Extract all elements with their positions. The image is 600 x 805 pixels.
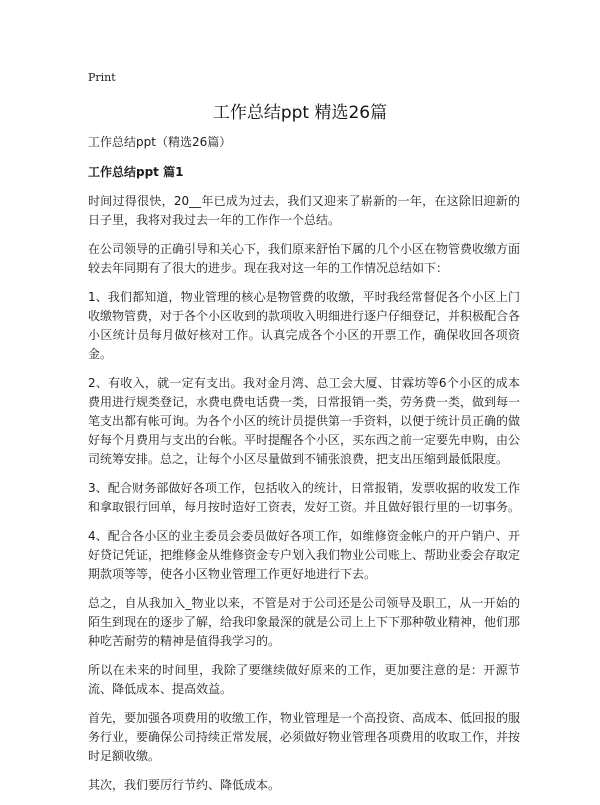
paragraph: 在公司领导的正确引导和关心下，我们原来舒怡下属的几个小区在物管费收缴方面较去年同期有了很大的进步。现在我对这一年的工作情况总结如下： (88, 242, 521, 275)
paragraph: 所以在未来的时间里，我除了要继续做好原来的工作，更加要注意的是：开源节流、降低成本、提高效益。 (88, 663, 520, 696)
print-label: Print (88, 71, 116, 84)
paragraph: 2、有收入，就一定有支出。我对金月湾、总工会大厦、甘霖坊等6个小区的成本费用进行规类登记，水费电费电话费一类，日常报销一类，劳务费一类，做到每一笔支出都有帐可询。为各个小区的统计员提供第一手资料，以便于统计员正确的做好每个月费用与支出的台帐。平时提醒各个小区，买东西之前一定要先申购，由公司统筹安排。总之，让每个小区尽量做到不铺张浪费，把支出压缩到最低限度。 (88, 376, 521, 466)
paragraph: 4、配合各小区的业主委员会委员做好各项工作，如维修资金帐户的开户销户、开好贷记凭证，把维修金从维修资金专户划入我们物业公司账上、帮助业委会存取定期款项等等，使各小区物业管理工作更好地进行下去。 (88, 529, 521, 581)
paragraph: 3、配合财务部做好各项工作，包括收入的统计，日常报销，发票收据的收发工作和拿取银行回单，每月按时造好工资表，发好工资。并且做好银行里的一切事务。 (88, 481, 521, 514)
paragraph: 其次，我们要厉行节约、降低成本。 (88, 778, 281, 792)
document-body (88, 134, 520, 805)
paragraph: 时间过得很快，20__年已成为过去，我们又迎来了崭新的一年，在这除旧迎新的日子里，我将对我过去一年的工作作一个总结。 (88, 194, 520, 227)
document-subtitle: 工作总结ppt（精选26篇） (88, 135, 232, 149)
paragraph: 总之，自从我加入_物业以来，不管是对于公司还是公司领导及职工，从一开始的陌生到现在的逐步了解，给我印象最深的就是公司上上下下那种敬业精神，他们那种吃苦耐劳的精神是值得我学习的。 (88, 596, 521, 648)
page-title: 工作总结ppt 精选26篇 (212, 103, 388, 123)
paragraph: 1、我们都知道，物业管理的核心是物管费的收缴，平时我经常督促各个小区上门收缴物管费，对于各个小区收到的款项收入明细进行逐户仔细登记，并积极配合各小区统计员每月做好核对工作。认真完成各个小区的开票工作，确保收回各项资金。 (88, 290, 521, 361)
paragraph: 首先，要加强各项费用的收缴工作，物业管理是一个高投资、高成本、低回报的服务行业，要确保公司持续正常发展，必须做好物业管理各项费用的收取工作，并按时足额收缴。 (88, 711, 521, 763)
section-heading: 工作总结ppt 篇1 (88, 165, 184, 179)
